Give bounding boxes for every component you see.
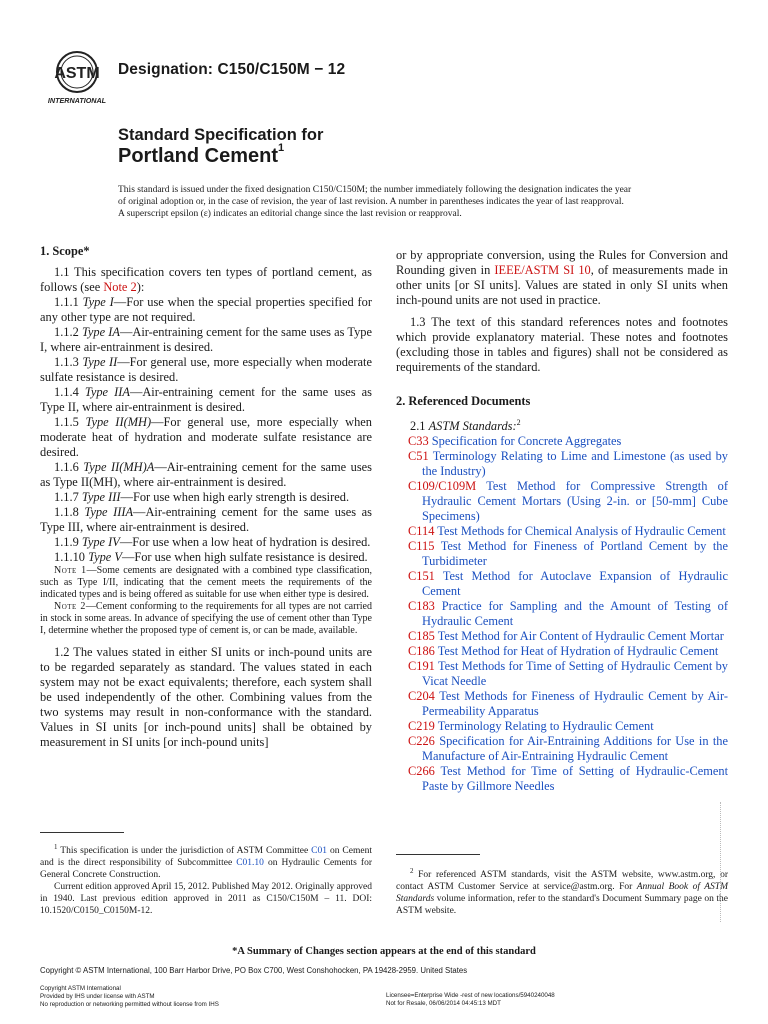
copyright-line: Copyright © ASTM International, 100 Barr Harbor Drive, PO Box C700, West Conshohocken, PA 19428-2959. United States (40, 966, 468, 975)
reference-item (396, 599, 728, 629)
reference-code-link[interactable]: C114 (408, 524, 435, 539)
footnote-rule-left (40, 832, 124, 833)
reference-code-link[interactable]: C151 (408, 569, 435, 584)
reference-code-link[interactable]: C51 (408, 449, 429, 464)
license-left (40, 985, 219, 1009)
type-num: 1.1.3 (54, 355, 79, 369)
scope-p12: 1.2 The values stated in either SI units or inch-pound units are to be regarded separately as standard. The values stated in each system may not be exact equivalents; therefore, each system shall be used independently of the other. Combining values from the two systems may result in non-conformance with the standard. Values in SI units [or inch-pound units] shall be obtained by measurement in SI units [or inch-pound units] (40, 645, 372, 749)
type-name: Type III (81, 490, 121, 504)
scope-p1 (40, 265, 372, 295)
reference-item (396, 644, 728, 659)
type-desc: —Air-entraining cement for the same uses as Type I, where air-entrainment is desired. (40, 325, 372, 354)
fn2-text-b: volume information, refer to the standard's Document Summary page on the ASTM website. (396, 894, 728, 917)
astm-logo-icon (44, 50, 110, 106)
cement-type-item (40, 535, 372, 550)
logo-text: ASTM (54, 65, 100, 82)
note-2 (40, 601, 372, 637)
scope-p13: 1.3 The text of this standard references notes and footnotes which provide explanatory material. These notes and footnotes (excluding those in tables and figures) shall not be considered as requirements of the standard. (396, 315, 728, 374)
reference-code-link[interactable]: C191 (408, 659, 435, 674)
type-name: Type II(MH)A (83, 460, 155, 474)
intro-line: This standard is issued under the fixed designation C150/C150M; the number immediately following the designation indicates the year (118, 185, 632, 195)
reference-item (396, 569, 728, 599)
type-desc: —For use when high sulfate resistance is desired. (121, 550, 368, 564)
astm-standards-label (396, 415, 728, 434)
committee-c01-link[interactable]: C01 (311, 846, 328, 857)
reference-code-link[interactable]: C185 (408, 629, 435, 644)
cement-type-item (40, 325, 372, 355)
intro-line: of original adoption or, in the case of revision, the year of last revision. A number in parentheses indicates the year of last reapproval. (118, 197, 624, 207)
reference-code-link[interactable]: C266 (408, 764, 435, 779)
type-num: 1.1.7 (54, 490, 79, 504)
footnote-rule-right (396, 854, 480, 855)
type-num: 1.1.5 (54, 415, 79, 429)
license-right (386, 992, 555, 1008)
type-name: Type V (88, 550, 122, 564)
reference-item (396, 479, 728, 524)
reference-title-link[interactable]: Terminology Relating to Hydraulic Cement (437, 719, 654, 734)
scope-p1-end: ): (136, 280, 145, 294)
designation: Designation: C150/C150M − 12 (118, 61, 346, 78)
reference-item (396, 629, 728, 644)
fn2-italic: Annual Book of ASTM Standards (396, 882, 728, 905)
license-right-line: Not for Resale, 06/06/2014 04:45:13 MDT (386, 1000, 501, 1007)
astm-logo (44, 50, 110, 106)
type-desc: —For use when the special properties specified for any other type are not required. (40, 295, 372, 324)
cement-type-item (40, 355, 372, 385)
reference-title-link[interactable]: Test Methods for Chemical Analysis of Hydraulic Cement (437, 524, 726, 539)
type-num: 1.1.1 (54, 295, 79, 309)
fn2-sup: 2 (410, 867, 414, 875)
reference-code-link[interactable]: C115 (408, 539, 435, 554)
type-name: Type I (82, 295, 114, 309)
reference-item (396, 764, 728, 794)
scope-p12-cont (396, 248, 728, 308)
type-num: 1.1.9 (54, 535, 79, 549)
title-text: Portland Cement (118, 145, 279, 167)
fn2-text-a: For referenced ASTM standards, visit the ASTM website, www.astm.org, or contact ASTM Customer Service at service@astm.org. For (396, 870, 728, 893)
reference-item (396, 449, 728, 479)
cement-type-item (40, 385, 372, 415)
scope-p1-text: 1.1 This specification covers ten types of portland cement, as follows (see (40, 265, 372, 294)
fn1-text-b: on Cement and is the direct responsibility of Subcommittee (40, 846, 372, 869)
reference-item (396, 434, 728, 449)
type-name: Type II (82, 355, 118, 369)
reference-code-link[interactable]: C33 (408, 434, 429, 449)
fn1-text-a: This specification is under the jurisdiction of ASTM Committee (57, 846, 312, 857)
note-1 (40, 565, 372, 601)
type-desc: —For use when high early strength is desired. (120, 490, 350, 504)
cement-type-list (40, 295, 372, 565)
reference-title-link[interactable]: Test Method for Autoclave Expansion of Hydraulic Cement (422, 569, 728, 599)
reference-title-link[interactable]: Test Method for Compressive Strength of Hydraulic Cement Mortars (Using 2-in. or [50-mm] Cube Specimens) (422, 479, 728, 524)
summary-notice: *A Summary of Changes section appears at the end of this standard (232, 946, 536, 957)
type-num: 1.1.8 (54, 505, 79, 519)
left-column (40, 244, 372, 750)
reference-title-link[interactable]: Test Method for Heat of Hydration of Hydraulic Cement (437, 644, 719, 659)
type-name: Type II(MH) (85, 415, 152, 429)
fn1-sup: 1 (54, 843, 58, 851)
reference-code-link[interactable]: C219 (408, 719, 435, 734)
type-name: Type IA (81, 325, 120, 339)
cement-type-item (40, 460, 372, 490)
reference-list (396, 434, 728, 794)
reference-title-link[interactable]: Practice for Sampling and the Amount of Testing of Hydraulic Cement (422, 599, 728, 629)
reference-item (396, 689, 728, 719)
sub-num: 2.1 (410, 419, 426, 434)
reference-item (396, 719, 728, 734)
type-desc: —For use when a low heat of hydration is desired. (119, 535, 371, 549)
sub-sup: 2 (516, 418, 521, 427)
reference-code-link[interactable]: C204 (408, 689, 435, 704)
intro-block (118, 184, 678, 220)
reference-title-link[interactable]: Terminology Relating to Lime and Limestone (as used by the Industry) (422, 449, 729, 479)
type-num: 1.1.4 (54, 385, 79, 399)
type-num: 1.1.10 (54, 550, 85, 564)
right-column (396, 248, 728, 794)
fn1-text-c: on Hydraulic Cements for General Concrete Construction. (40, 858, 372, 881)
reference-code-link[interactable]: C186 (408, 644, 435, 659)
type-desc: —For general use, more especially when moderate sulfate resistance is desired. (40, 355, 373, 384)
reference-title-link[interactable]: Specification for Air-Entraining Additions for Use in the Manufacture of Air-Entraining Hydraulic Cement (422, 734, 728, 764)
type-desc: —Air-entraining cement for the same uses as Type II, where air-entrainment is desired. (40, 385, 372, 414)
cement-type-item (40, 415, 372, 460)
type-name: Type IIA (84, 385, 130, 399)
license-left-line: Copyright ASTM International (40, 985, 121, 992)
cement-type-item (40, 550, 372, 565)
type-desc: —For general use, more especially when moderate heat of hydration and moderate sulfate resistance are desired. (40, 415, 372, 459)
cement-type-item (40, 295, 372, 325)
reference-code-link[interactable]: C226 (408, 734, 435, 749)
scope-heading: 1. Scope* (40, 244, 90, 258)
cement-type-item (40, 490, 372, 505)
reference-title-link[interactable]: Test Method for Time of Setting of Hydraulic-Cement Paste by Gillmore Needles (422, 764, 729, 794)
edge-dots (720, 802, 723, 922)
reference-item (396, 659, 728, 689)
si10-link[interactable]: IEEE/ASTM SI 10 (494, 263, 591, 277)
footnote-1 (40, 841, 372, 917)
reference-code-link[interactable]: C109/C109M (408, 479, 477, 494)
reference-code-link[interactable]: C183 (408, 599, 435, 614)
note-1-text: —Some cements are designated with a combined type classification, such as Type I/II, indicating that the cement meets the requirements of the indicated types and is being offered as suitable for use when either type is desired. (40, 565, 372, 600)
cement-type-item (40, 505, 372, 535)
type-num: 1.1.2 (54, 325, 79, 339)
title-line1: Standard Specification for (118, 126, 324, 144)
subcommittee-c0110-link[interactable]: C01.10 (236, 858, 264, 869)
license-left-line: No reproduction or networking permitted without license from IHS (40, 1001, 219, 1008)
p12-cont-text: or by appropriate conversion, using the Rules for Conversion and Rounding given in (396, 248, 728, 277)
p12-cont-end: , of measurements made in other units [or SI units]. Values are stated in only SI units when inch-pound units are not used in practice. (396, 263, 728, 307)
reference-title-link[interactable]: Specification for Concrete Aggregates (431, 434, 622, 449)
note2-link[interactable]: Note 2 (103, 280, 137, 294)
type-desc: —Air-entraining cement for the same uses as Type III, where air-entrainment is desired. (40, 505, 372, 534)
type-desc: —Air-entraining cement for the same uses as Type II(MH), where air-entrainment is desired. (40, 460, 372, 489)
reference-title-link[interactable]: Test Method for Fineness of Portland Cement by the Turbidimeter (422, 539, 728, 569)
note-2-text: —Cement conforming to the requirements for all types are not carried in stock in some areas. In advance of specifying the use of cement other than Type I, determine whether the proposed type of cement is, or can be made, available. (40, 601, 372, 636)
sub-label: ASTM Standards: (428, 419, 517, 434)
logo-subtext: INTERNATIONAL (47, 96, 107, 105)
license-right-line: Licensee=Enterprise Wide -rest of new locations/5940240048 (386, 992, 555, 999)
note-1-label: Note 1 (54, 565, 87, 576)
license-left-line: Provided by IHS under license with ASTM (40, 993, 155, 1000)
refdocs-heading: 2. Referenced Documents (396, 394, 531, 408)
reference-title-link[interactable]: Test Methods for Fineness of Hydraulic Cement by Air-Permeability Apparatus (422, 689, 729, 719)
type-num: 1.1.6 (54, 460, 79, 474)
note-2-label: Note 2 (54, 601, 86, 612)
footnote-2 (396, 865, 728, 917)
reference-title-link[interactable]: Test Methods for Time of Setting of Hydraulic Cement by Vicat Needle (422, 659, 728, 689)
type-name: Type IV (81, 535, 120, 549)
title-line2 (118, 142, 285, 168)
intro-line: A superscript epsilon (ε) indicates an editorial change since the last revision or reapproval. (118, 209, 462, 219)
reference-title-link[interactable]: Test Method for Air Content of Hydraulic Cement Mortar (437, 629, 724, 644)
reference-item (396, 539, 728, 569)
title-footnote-ref: 1 (278, 142, 285, 155)
reference-item (396, 734, 728, 764)
type-name: Type IIIA (84, 505, 134, 519)
fn1-edition: Current edition approved April 15, 2012. Published May 2012. Originally approved in 1940. Last previous edition approved in 2011 as C150/C150M – 11. DOI: 10.1520/C0150_C0150M-12. (40, 882, 372, 917)
reference-item (396, 524, 728, 539)
